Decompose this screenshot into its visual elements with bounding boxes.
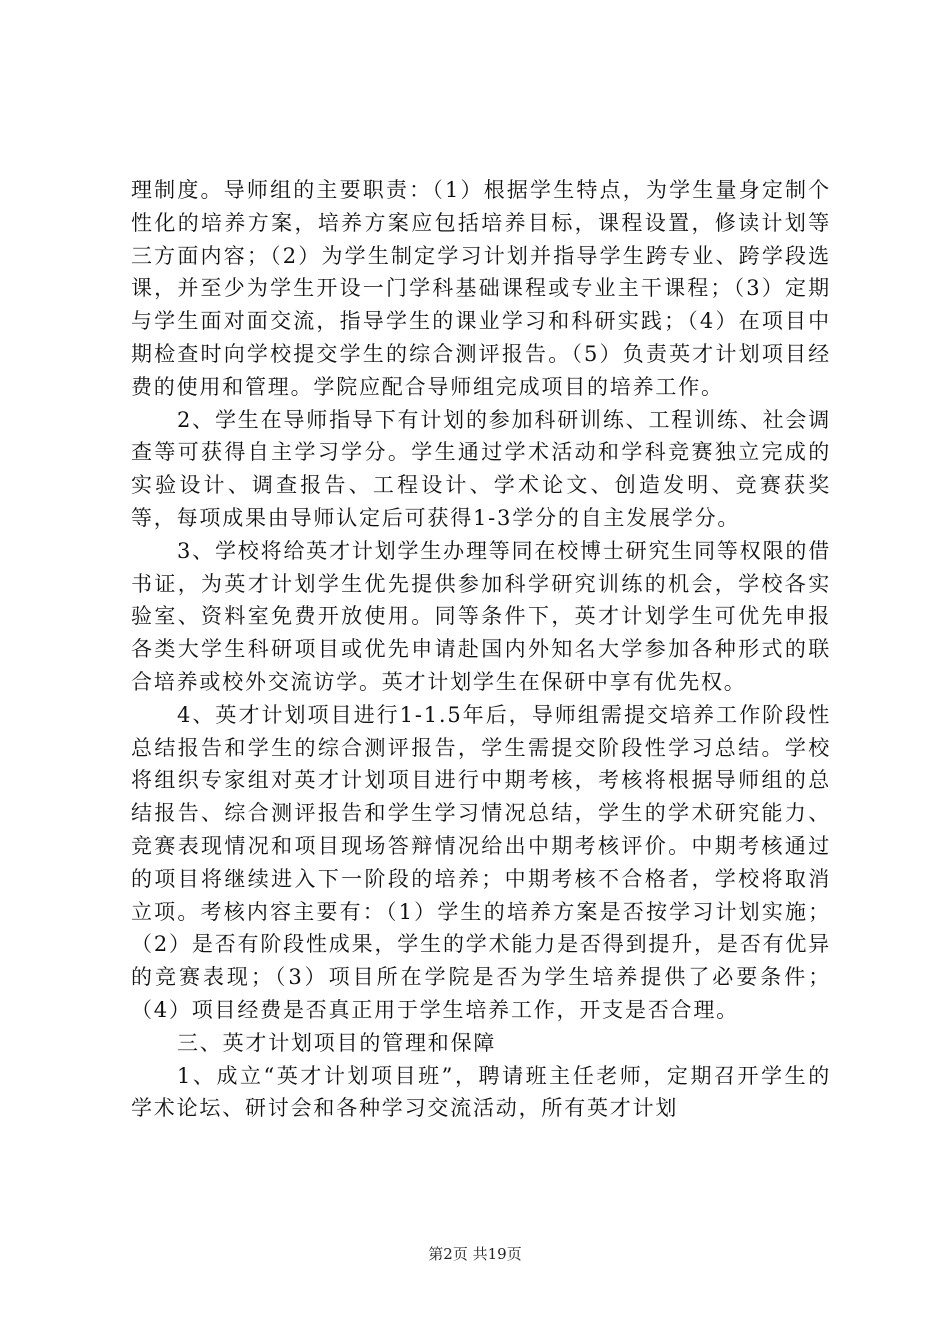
paragraph-section3-item-1: 1、成立“英才计划项目班”，聘请班主任老师，定期召开学生的学术论坛、研讨会和各种学习交流活动，所有英才计划 [131,1063,831,1121]
document-body [131,174,831,1125]
page-footer: 第2页 共19页 [428,1245,522,1263]
section-heading-3: 三、英才计划项目的管理和保障 [177,1030,497,1055]
paragraph-duties: 理制度。导师组的主要职责：（1）根据学生特点，为学生量身定制个性化的培养方案，培养方案应包括培养目标，课程设置，修读计划等三方面内容；（2）为学生制定学习计划并指导学生跨专业、跨学段选课，并至少为学生开设一门学科基础课程或专业主干课程；（3）定期与学生面对面交流，指导学生的课业学习和科研实践；（4）在项目中期检查时向学校提交学生的综合测评报告。（5）负责英才计划项目经费的使用和管理。学院应配合导师组完成项目的培养工作。 [131,178,831,399]
paragraph-item-4: 4、英才计划项目进行1-1.5年后，导师组需提交培养工作阶段性总结报告和学生的综合测评报告，学生需提交阶段性学习总结。学校将组织专家组对英才计划项目进行中期考核，考核将根据导师组的总结报告、综合测评报告和学生学习情况总结，学生的学术研究能力、竞赛表现情况和项目现场答辩情况给出中期考核评价。中期考核通过的项目将继续进入下一阶段的培养；中期考核不合格者，学校将取消立项。考核内容主要有：（1）学生的培养方案是否按学习计划实施；（2）是否有阶段性成果，学生的学术能力是否得到提升，是否有优异的竞赛表现；（3）项目所在学院是否为学生培养提供了必要条件；（4）项目经费是否真正用于学生培养工作，开支是否合理。 [131,702,831,1022]
paragraph-item-3: 3、学校将给英才计划学生办理等同在校博士研究生同等权限的借书证，为英才计划学生优先提供参加科学研究训练的机会，学校各实验室、资料室免费开放使用。同等条件下，英才计划学生可优先申报各类大学生科研项目或优先申请赴国内外知名大学参加各种形式的联合培养或校外交流访学。英才计划学生在保研中享有优先权。 [131,538,831,694]
paragraph-item-2: 2、学生在导师指导下有计划的参加科研训练、工程训练、社会调查等可获得自主学习学分。学生通过学术活动和学科竞赛独立完成的实验设计、调查报告、工程设计、学术论文、创造发明、竞赛获奖等，每项成果由导师认定后可获得1-3学分的自主发展学分。 [131,407,831,530]
